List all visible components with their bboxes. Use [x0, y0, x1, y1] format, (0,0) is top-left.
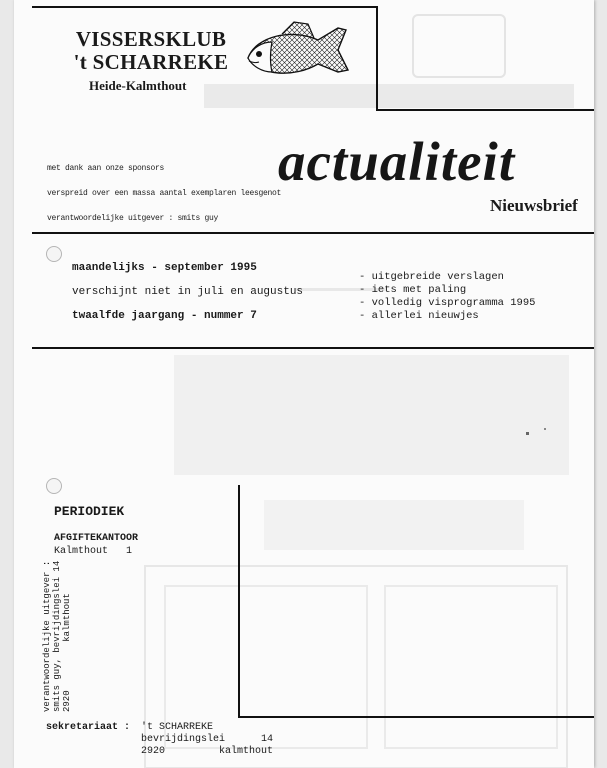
masthead-subtitle: Nieuwsbrief — [490, 196, 578, 215]
speck — [526, 432, 529, 435]
secretariat-label: sekretariaat : — [46, 722, 131, 733]
issue-volume: twaalfde jaargang - nummer 7 — [72, 310, 257, 322]
club-name-line2: 't SCHARREKE — [73, 50, 229, 74]
distribution-note: verspreid over een massa aantal exemplaren leesgenot — [47, 189, 282, 198]
contents-item: - allerlei nieuwjes — [359, 310, 479, 322]
speck — [544, 428, 546, 430]
postal-office: AFGIFTEKANTOOR — [54, 533, 139, 544]
sponsor-thanks: met dank aan onze sponsors — [47, 164, 165, 173]
contents-item: - uitgebreide verslagen — [359, 271, 504, 283]
masthead-title: actualiteit — [278, 131, 516, 192]
fish-logo — [242, 20, 354, 86]
postal-office-place: Kalmthout 1 — [54, 546, 133, 557]
postal-label: PERIODIEK — [54, 504, 125, 519]
club-name — [56, 28, 246, 74]
club-name-line1: VISSERSKLUB — [75, 27, 227, 51]
club-location: Heide-Kalmthout — [89, 78, 187, 93]
punch-hole — [46, 246, 62, 262]
issue-frequency: maandelijks - september 1995 — [72, 262, 257, 274]
punch-hole — [46, 478, 62, 494]
issue-note: verschijnt niet in juli en augustus — [72, 286, 304, 298]
secretariat-name: 't SCHARREKE — [141, 722, 214, 733]
newsletter-page — [14, 0, 594, 768]
contents-item: - iets met paling — [359, 284, 467, 296]
secretariat-city: 2920 kalmthout — [141, 746, 274, 757]
publisher-note: verantwoordelijke uitgever : smits guy — [47, 214, 219, 223]
secretariat-street: bevrijdingslei 14 — [141, 734, 274, 745]
contents-item: - volledig visprogramma 1995 — [359, 297, 536, 309]
publisher-address-vertical: verantwoordelijke uitgever : smits guy, bevrijdingslei 14 2920 kalmthout — [42, 560, 72, 712]
